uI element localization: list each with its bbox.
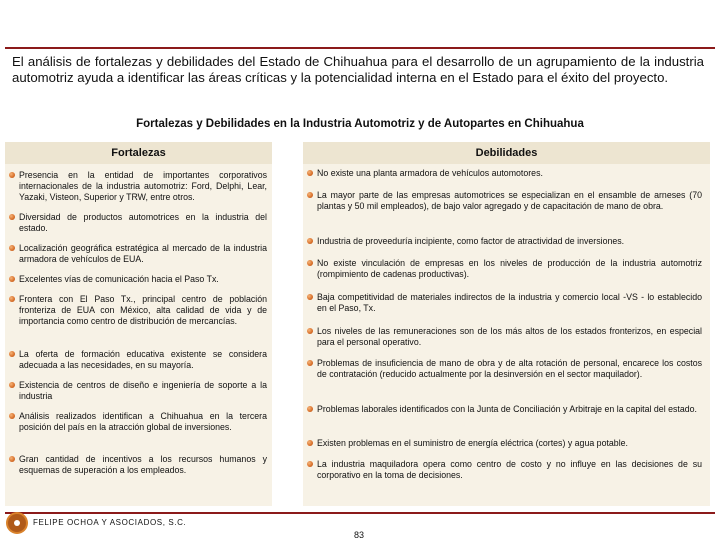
debilidad-item bbox=[307, 459, 702, 481]
fortaleza-text: Gran cantidad de incentivos a los recursos humanos y esquemas de superación a los empleados. bbox=[19, 454, 267, 476]
bullet-icon bbox=[307, 461, 313, 467]
bullet-icon bbox=[9, 214, 15, 220]
bullet-icon bbox=[9, 296, 15, 302]
debilidad-text: La industria maquiladora opera como centro de costo y no influye en las decisiones de su corporativo en la toma de decisiones. bbox=[317, 459, 702, 481]
debilidad-text: No existe vinculación de empresas en los niveles de producción de la industria automotriz (rompimiento de cadenas productivas). bbox=[317, 258, 702, 280]
bullet-icon bbox=[9, 245, 15, 251]
intro-paragraph: El análisis de fortalezas y debilidades del Estado de Chihuahua para el desarrollo de un agrupamiento de la industria automotriz ayuda a identificar las áreas críticas y la potencialidad interna en el Estado para el éxito del proyecto. bbox=[12, 54, 704, 85]
bullet-icon bbox=[307, 192, 313, 198]
debilidad-item bbox=[307, 258, 702, 280]
debilidades-header: Debilidades bbox=[303, 142, 710, 164]
debilidad-item bbox=[307, 190, 702, 212]
firm-name: FELIPE OCHOA Y ASOCIADOS, S.C. bbox=[33, 518, 187, 527]
bullet-icon bbox=[9, 172, 15, 178]
fortaleza-text: Frontera con El Paso Tx., principal centro de población fronteriza de EUA con México, alta calidad de vida y de importancia como centro de distribución de mercancías. bbox=[19, 294, 267, 327]
debilidad-text: Existen problemas en el suministro de energía eléctrica (cortes) y agua potable. bbox=[317, 438, 628, 448]
bullet-icon bbox=[307, 170, 313, 176]
fortaleza-item bbox=[9, 294, 267, 328]
debilidad-item bbox=[307, 292, 702, 314]
debilidad-text: La mayor parte de las empresas automotrices se especializan en el ensamble de arneses (70 plantas y 50 mil empleados), de bajo valor agregado y de capacitación de mano de obra. bbox=[317, 190, 702, 212]
fortaleza-text: La oferta de formación educativa existente se considera adecuada a las necesidades, en su mayoría. bbox=[19, 349, 267, 371]
debilidad-text: Los niveles de las remuneraciones son de los más altos de los estados fronterizos, en especial para el personal operativo. bbox=[317, 326, 702, 348]
fortaleza-text: Localización geográfica estratégica al mercado de la industria armadora de vehículos de EUA. bbox=[19, 243, 267, 265]
fortaleza-item bbox=[9, 212, 267, 234]
bullet-icon bbox=[9, 276, 15, 282]
bullet-icon bbox=[307, 328, 313, 334]
debilidad-text: Industria de proveeduría incipiente, como factor de atractividad de inversiones. bbox=[317, 236, 625, 246]
bullet-icon bbox=[307, 406, 313, 412]
bullet-icon bbox=[9, 351, 15, 357]
debilidad-text: Problemas de insuficiencia de mano de obra y de alta rotación de personal, encarece los costos de contratación (reducido actualmente por la desinversión en el sector maquilador). bbox=[317, 358, 702, 380]
debilidad-item bbox=[307, 168, 702, 179]
bottom-rule bbox=[5, 512, 715, 514]
bullet-icon bbox=[307, 360, 313, 366]
fortaleza-text: Excelentes vías de comunicación hacia el Paso Tx. bbox=[19, 274, 219, 284]
fortaleza-item bbox=[9, 170, 267, 204]
fortaleza-item bbox=[9, 349, 267, 371]
firm-logo-icon bbox=[8, 514, 26, 532]
fortaleza-text: Análisis realizados identifican a Chihuahua en la tercera posición del país en la atracción global de inversiones. bbox=[19, 411, 267, 433]
debilidad-item bbox=[307, 326, 702, 348]
debilidad-item bbox=[307, 358, 702, 380]
fortaleza-item bbox=[9, 411, 267, 433]
bullet-icon bbox=[9, 413, 15, 419]
fortaleza-item bbox=[9, 380, 267, 402]
debilidad-item bbox=[307, 404, 702, 415]
fortalezas-header: Fortalezas bbox=[5, 142, 272, 164]
bullet-icon bbox=[307, 260, 313, 266]
table-title: Fortalezas y Debilidades en la Industria Automotriz y de Autopartes en Chihuahua bbox=[136, 118, 584, 130]
fortaleza-text: Diversidad de productos automotrices en la industria del estado. bbox=[19, 212, 267, 234]
bullet-icon bbox=[9, 382, 15, 388]
page-number: 83 bbox=[354, 530, 365, 540]
top-rule bbox=[5, 47, 715, 49]
fortaleza-item bbox=[9, 454, 267, 476]
fortaleza-text: Presencia en la entidad de importantes corporativos internacionales de la industria automotriz: Ford, Delphi, Lear, Yazaki, Visteon, Superior y TRW, entre otros. bbox=[19, 170, 267, 203]
fortaleza-item bbox=[9, 274, 267, 285]
fortaleza-item bbox=[9, 243, 267, 265]
bullet-icon bbox=[307, 294, 313, 300]
debilidad-text: Baja competitividad de materiales indirectos de la industria y comercio local -VS - lo establecido en el Paso, Tx. bbox=[317, 292, 702, 314]
debilidad-item bbox=[307, 438, 702, 449]
bullet-icon bbox=[9, 456, 15, 462]
bullet-icon bbox=[307, 440, 313, 446]
bullet-icon bbox=[307, 238, 313, 244]
fortaleza-text: Existencia de centros de diseño e ingeniería de soporte a la industria bbox=[19, 380, 267, 402]
debilidad-item bbox=[307, 236, 702, 247]
debilidad-text: No existe una planta armadora de vehículos automotores. bbox=[317, 168, 543, 178]
debilidad-text: Problemas laborales identificados con la Junta de Conciliación y Arbitraje en la capital del estado. bbox=[317, 404, 697, 414]
